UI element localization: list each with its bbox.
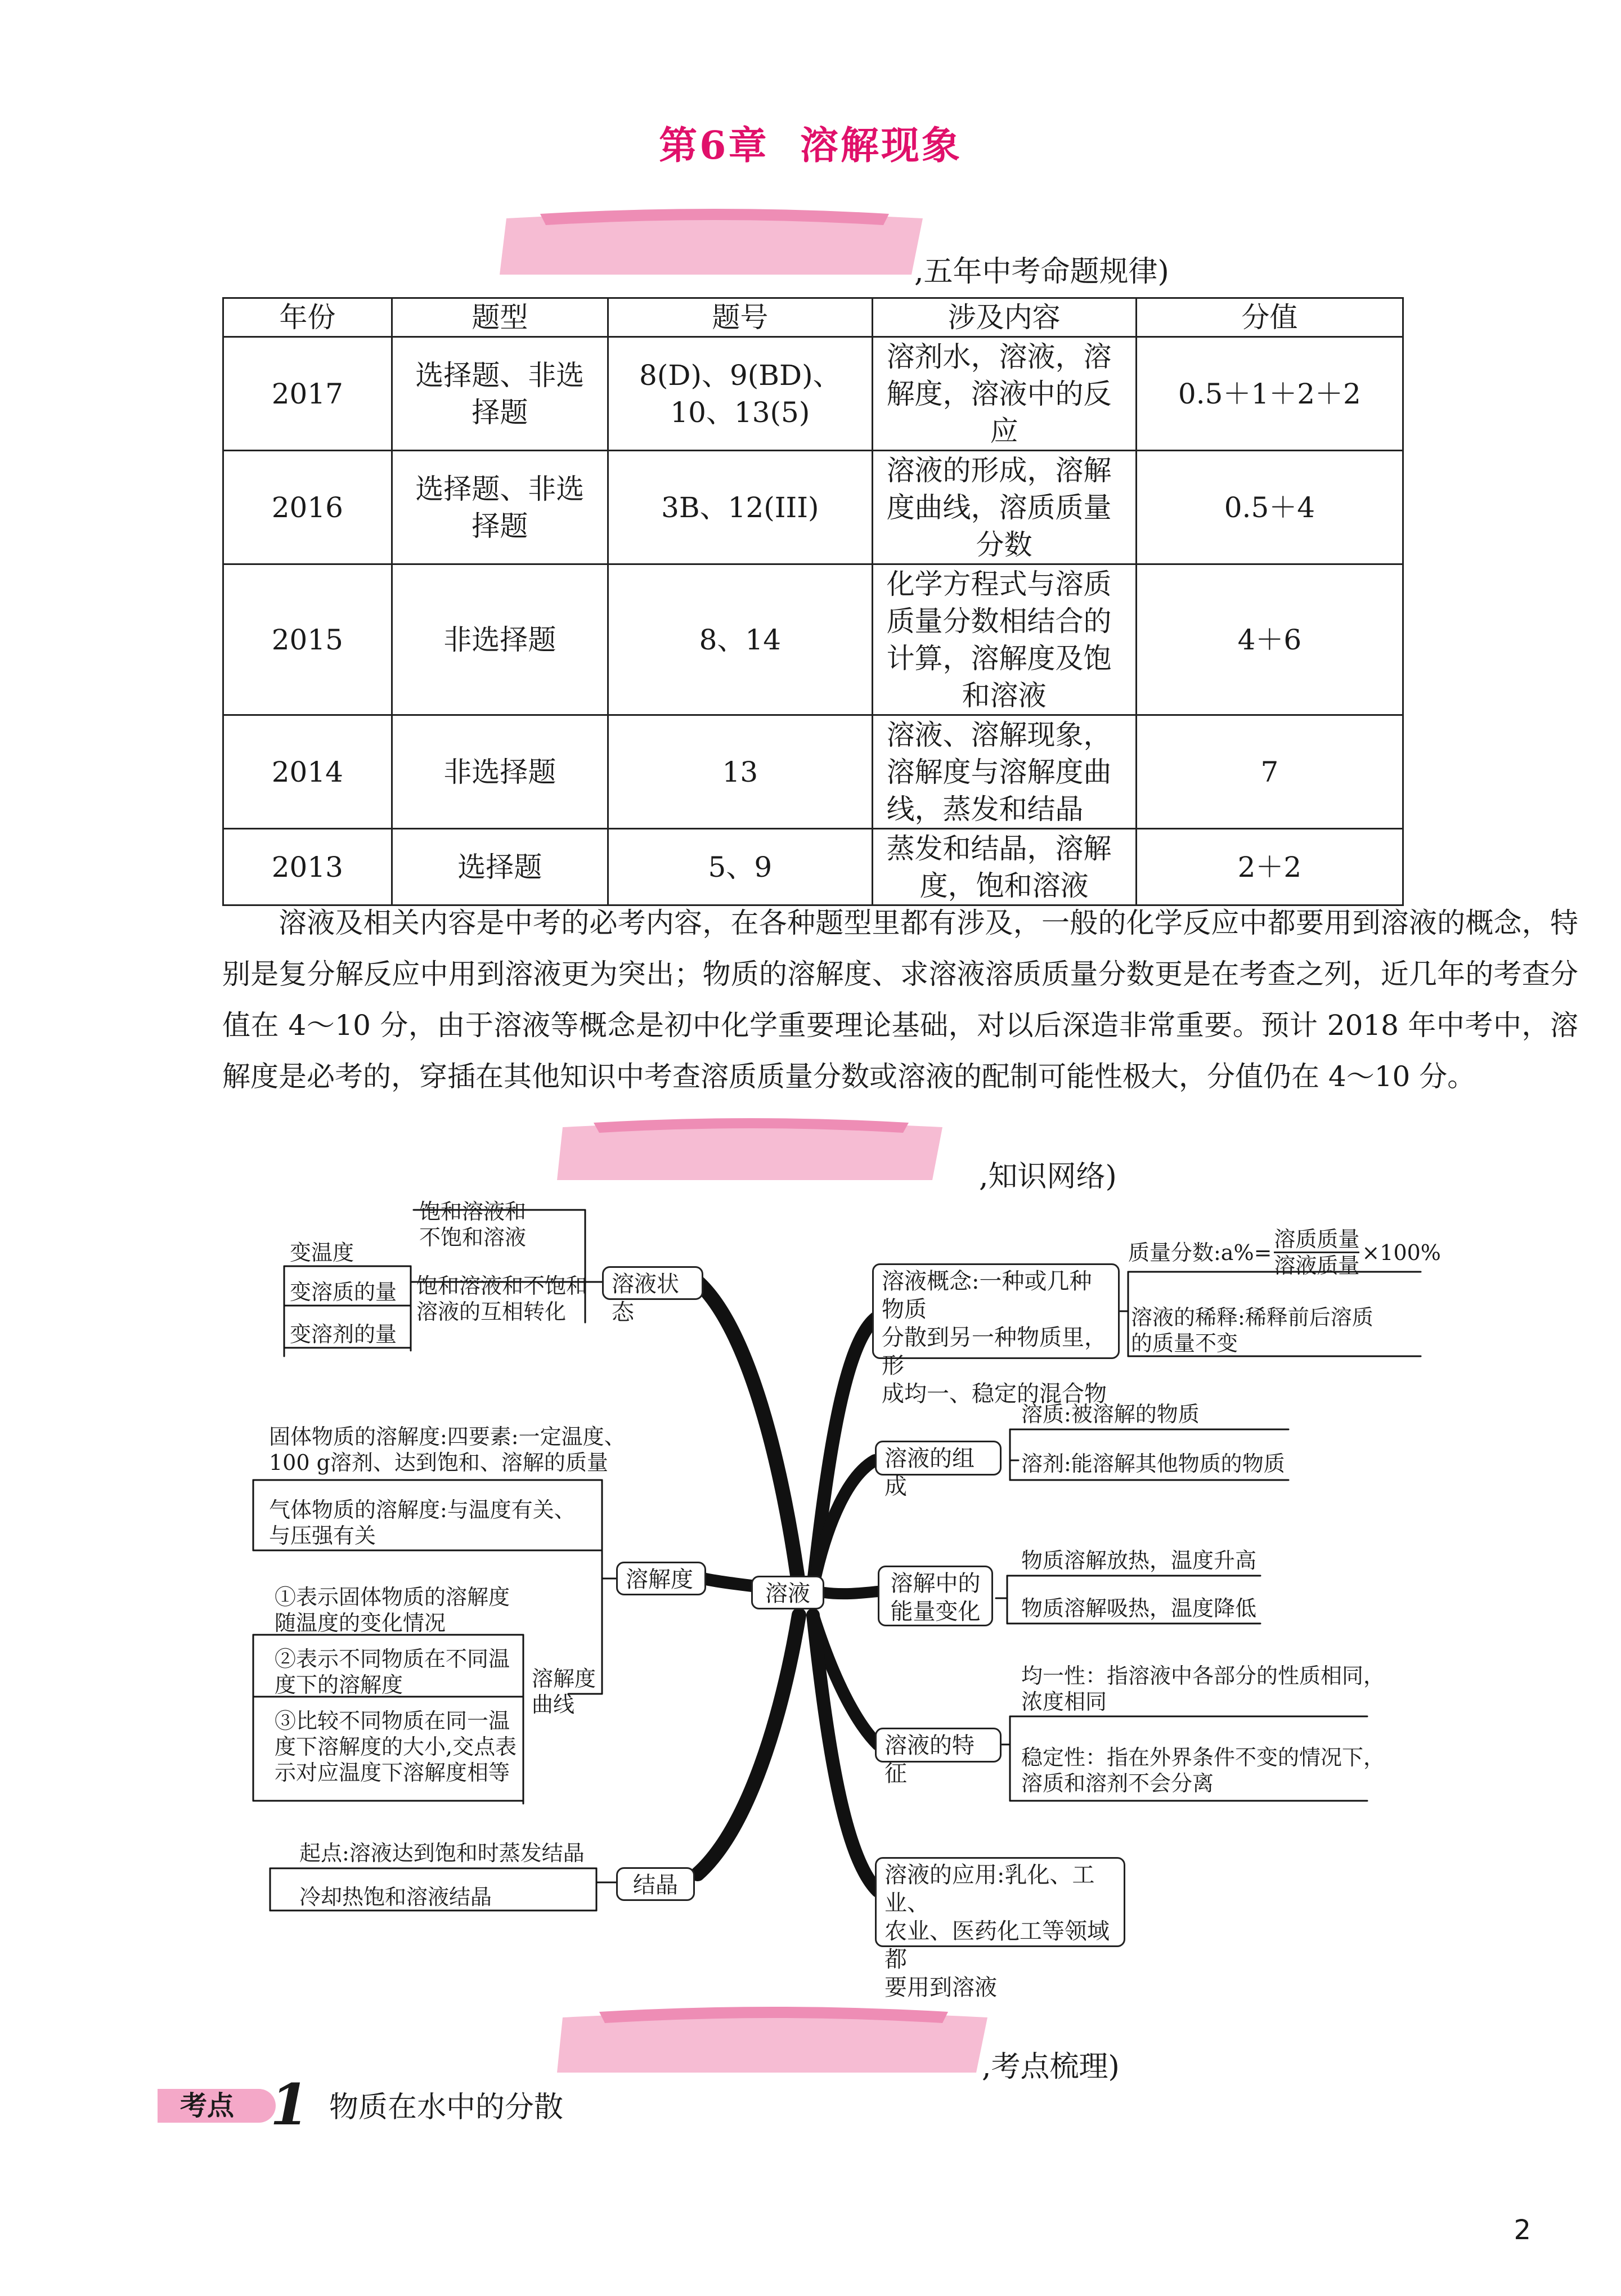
node-energy-change: 溶解中的 能量变化 xyxy=(878,1566,993,1626)
chapter-title: 第6章 溶解现象 xyxy=(659,123,962,168)
cell-type: 选择题 xyxy=(392,829,608,905)
cell-numbers: 13 xyxy=(608,715,872,829)
cell-numbers: 3B、12(III) xyxy=(608,451,872,564)
leaf-uniformity: 均一性：指溶液中各部分的性质相同， 浓度相同 xyxy=(1021,1663,1385,1714)
cell-line: 质量分数相结合的 xyxy=(886,604,1112,638)
leaf-curve-2: ②表示不同物质在不同温 度下的溶解度 xyxy=(275,1647,510,1697)
node-center-solution: 溶液 xyxy=(751,1576,824,1609)
cell-line: 线，蒸发和结晶 xyxy=(886,792,1084,826)
cell-year: 2015 xyxy=(223,564,392,715)
cell-score: 0.5＋1＋2＋2 xyxy=(1136,337,1403,451)
cell-line: 溶解度与溶解度曲 xyxy=(886,755,1112,788)
node-features: 溶液的特征 xyxy=(875,1728,1002,1763)
leaf-crystal-evaporate: 起点:溶液达到饱和时蒸发结晶 xyxy=(299,1841,585,1866)
cell-score: 4＋6 xyxy=(1136,564,1403,715)
cell-year: 2013 xyxy=(223,829,392,905)
leaf-exothermic: 物质溶解放热，温度升高 xyxy=(1021,1548,1257,1573)
mass-fraction-prefix: 质量分数:a%= xyxy=(1128,1240,1272,1265)
analysis-paragraph: 溶液及相关内容是中考的必考内容，在各种题型里都有涉及，一般的化学反应中都要用到溶液的概念，特别是复分解反应中用到溶液更为突出；物质的溶解度、求溶液溶质质量分数更是在考查之列，近几年的考查分值在 4～10 分，由于溶液等概念是初中化学重要理论基础，对以后深造非常重要。预计 2018 年中考中，溶解度是必考的，穿插在其他知识中考查溶质质量分数或溶液的配制可能性极大，分值仍在 4～10 分。 xyxy=(222,907,1578,1093)
cell-type: 选择题、非选择题 xyxy=(392,337,608,451)
cell-line: 8(D)、9(BD)、 xyxy=(639,358,841,392)
cell-line: 溶剂水，溶液，溶 xyxy=(886,340,1112,373)
node-crystal: 结晶 xyxy=(616,1867,695,1901)
node-solution-concept: 溶液概念:一种或几种物质 分散到另一种物质里，形 成均一、稳定的混合物 xyxy=(872,1263,1120,1359)
leaf-gas-solubility: 气体物质的溶解度:与温度有关、 与压强有关 xyxy=(269,1497,576,1548)
mass-fraction-denominator: 溶液质量 xyxy=(1274,1253,1360,1278)
header-score: 分值 xyxy=(1136,298,1403,337)
header-year: 年份 xyxy=(223,298,392,337)
page-number: 2 xyxy=(1514,2214,1531,2246)
cell-line: 蒸发和结晶，溶解 xyxy=(886,832,1112,865)
leaf-solute: 溶质:被溶解的物质 xyxy=(1021,1402,1200,1427)
leaf-stability: 稳定性：指在外界条件不变的情况下， 溶质和溶剂不会分离 xyxy=(1021,1745,1385,1796)
cell-line: 10、13(5) xyxy=(670,396,810,429)
cell-type: 非选择题 xyxy=(392,564,608,715)
cell-line: 计算，溶解度及饱 xyxy=(886,642,1112,675)
leaf-endothermic: 物质溶解吸热，温度降低 xyxy=(1021,1596,1257,1621)
cell-type: 非选择题 xyxy=(392,715,608,829)
cell-line: 溶液、溶解现象， xyxy=(886,718,1112,751)
leaf-crystal-cool: 冷却热饱和溶液结晶 xyxy=(299,1885,492,1909)
label-solubility-curve: 溶解度 曲线 xyxy=(532,1666,596,1717)
section-label-rules: ,五年中考命题规律) xyxy=(914,255,1169,289)
section-label-review: ,考点梳理) xyxy=(982,2050,1120,2084)
header-type: 题型 xyxy=(392,298,608,337)
header-number: 题号 xyxy=(608,298,872,337)
cell-year: 2017 xyxy=(223,337,392,451)
cell-line: 解度，溶液中的反 xyxy=(886,377,1112,410)
kaodian-tag: 考点 xyxy=(180,2090,235,2122)
leaf-change-solvent: 变溶剂的量 xyxy=(290,1322,397,1347)
leaf-dilution: 溶液的稀释:稀释前后溶质 的质量不变 xyxy=(1131,1305,1373,1356)
cell-line: 度曲线，溶质质量 xyxy=(886,491,1112,524)
section-banner-review xyxy=(554,2001,993,2079)
cell-line: 溶液的形成，溶解 xyxy=(886,454,1112,487)
cell-year: 2016 xyxy=(223,451,392,564)
mass-fraction-numerator: 溶质质量 xyxy=(1274,1227,1359,1253)
kaodian-number: 1 xyxy=(270,2071,309,2138)
leaf-mass-fraction xyxy=(1128,1227,1441,1278)
node-solution-state: 溶液状态 xyxy=(602,1266,703,1300)
leaf-saturated: 饱和溶液和 不饱和溶液 xyxy=(419,1199,527,1250)
cell-year: 2014 xyxy=(223,715,392,829)
node-application: 溶液的应用:乳化、工业、 农业、医药化工等领域都 要用到溶液 xyxy=(875,1857,1125,1947)
cell-line: 和溶液 xyxy=(962,679,1047,712)
leaf-solvent: 溶剂:能溶解其他物质的物质 xyxy=(1021,1451,1285,1476)
leaf-solid-solubility: 固体物质的溶解度:四要素:一定温度、 100 g溶剂、达到饱和、溶解的质量 xyxy=(269,1424,626,1475)
leaf-curve-3: ③比较不同物质在同一温 度下溶解度的大小,交点表 示对应温度下溶解度相等 xyxy=(275,1708,517,1785)
leaf-transform: 饱和溶液和不饱和 溶液的互相转化 xyxy=(416,1273,588,1324)
leaf-change-solute: 变溶质的量 xyxy=(290,1280,397,1304)
mass-fraction-fraction xyxy=(1274,1227,1359,1278)
leaf-curve-1: ①表示固体物质的溶解度 随温度的变化情况 xyxy=(275,1585,510,1635)
cell-score: 2＋2 xyxy=(1136,829,1403,905)
header-content: 涉及内容 xyxy=(872,298,1136,337)
mass-fraction-suffix: ×100% xyxy=(1362,1240,1441,1265)
cell-score: 0.5＋4 xyxy=(1136,451,1403,564)
cell-numbers: 8、14 xyxy=(608,564,872,715)
cell-type: 选择题、非选择题 xyxy=(392,451,608,564)
node-composition: 溶液的组成 xyxy=(875,1441,1002,1476)
cell-score: 7 xyxy=(1136,715,1403,829)
cell-line: 应 xyxy=(990,414,1018,447)
leaf-change-temp: 变温度 xyxy=(290,1240,354,1265)
cell-numbers: 5、9 xyxy=(608,829,872,905)
kaodian-title: 物质在水中的分散 xyxy=(329,2091,564,2124)
cell-line: 分数 xyxy=(976,528,1032,561)
cell-line: 化学方程式与溶质 xyxy=(886,567,1112,600)
node-solubility: 溶解度 xyxy=(616,1562,706,1595)
section-label-network: ,知识网络) xyxy=(979,1160,1117,1194)
cell-line: 度，饱和溶液 xyxy=(919,869,1089,902)
